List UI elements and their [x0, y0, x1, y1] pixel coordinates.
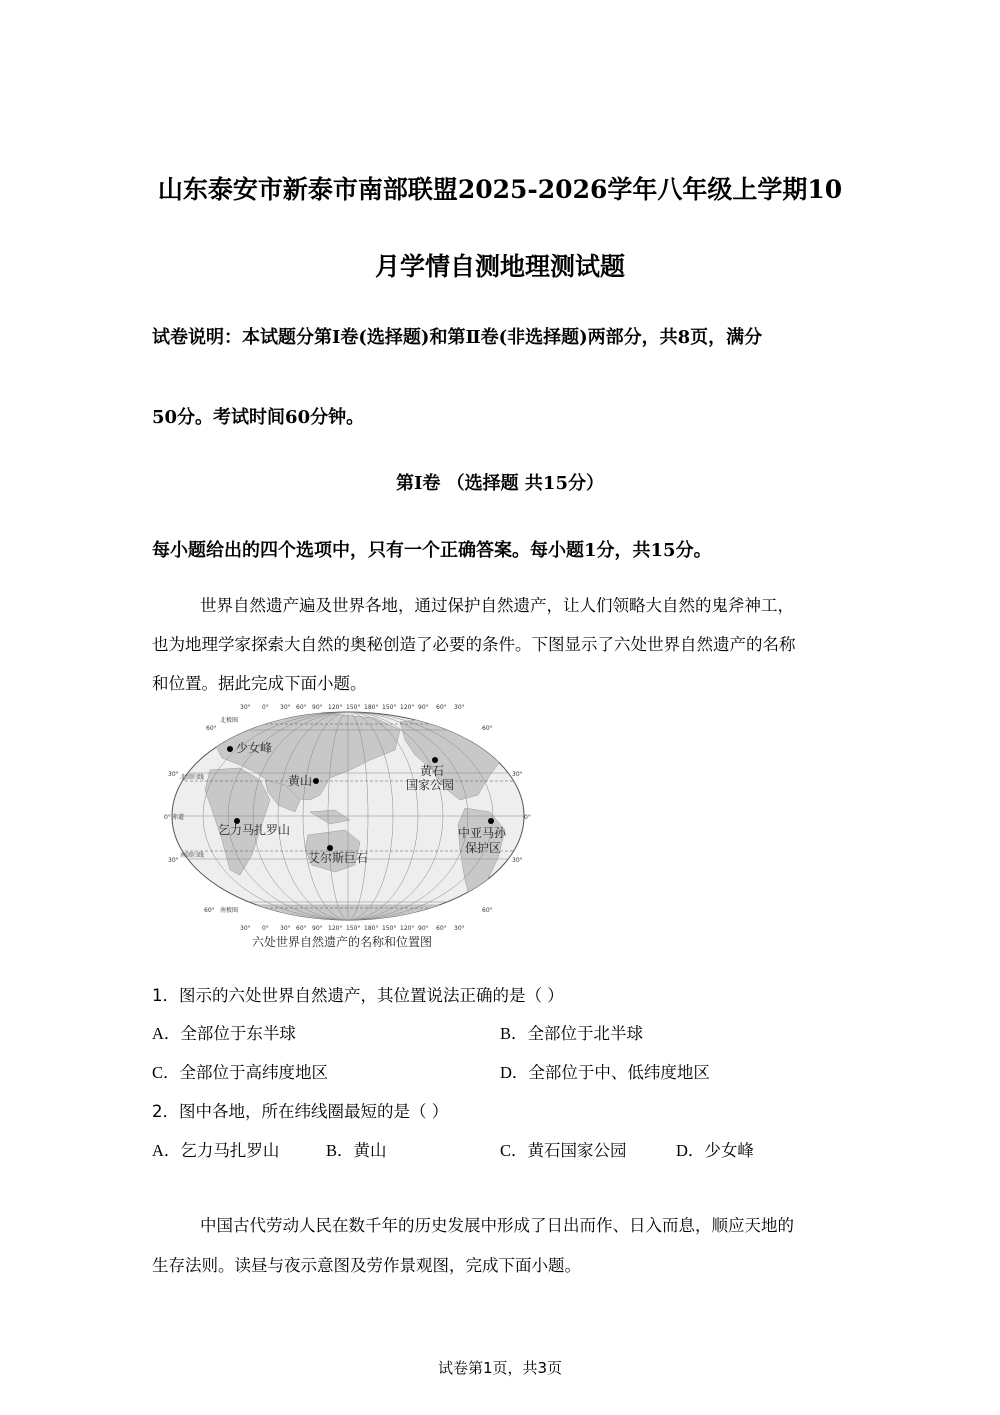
- passage2-line1: 中国古代劳动人民在数千年的历史发展中形成了日出而作、日入而息，顺应天地的: [200, 1216, 794, 1235]
- svg-text:60°: 60°: [296, 925, 307, 932]
- q2-option-d[interactable]: [676, 1137, 754, 1161]
- site-dot-huangshan: [313, 778, 319, 784]
- q1-option-c-key: C．: [152, 1063, 180, 1082]
- exam-title-line1: 山东泰安市新泰市南部联盟2025-2026学年八年级上学期10: [157, 175, 843, 204]
- instructions-line1: 试卷说明：本试题分第Ⅰ卷(选择题)和第Ⅱ卷(非选择题)两部分，共8页，满分: [152, 327, 763, 348]
- svg-text:60°: 60°: [436, 925, 447, 932]
- svg-text:120°: 120°: [400, 704, 415, 711]
- svg-text:60°: 60°: [482, 907, 493, 914]
- equator-label: 赤道: [172, 814, 185, 821]
- svg-text:90°: 90°: [312, 925, 323, 932]
- q1-option-b-key: B．: [500, 1024, 528, 1043]
- instructions-line2: 50分。考试时间60分钟。: [152, 407, 365, 428]
- lon-ticks-top: [240, 704, 465, 711]
- svg-text:150°: 150°: [382, 925, 397, 932]
- svg-text:0°: 0°: [262, 925, 269, 932]
- q2-option-a-key: A．: [152, 1141, 181, 1160]
- svg-text:90°: 90°: [312, 704, 323, 711]
- q1-option-a[interactable]: [152, 1020, 296, 1044]
- q1-option-c[interactable]: [152, 1059, 328, 1083]
- svg-text:60°: 60°: [204, 907, 215, 914]
- svg-text:0°: 0°: [164, 814, 171, 821]
- svg-text:180°: 180°: [364, 704, 379, 711]
- q2-option-c-text: 黄石国家公园: [527, 1141, 627, 1160]
- passage1-line3: 和位置。据此完成下面小题。: [152, 674, 367, 693]
- q2-option-b-text: 黄山: [353, 1141, 387, 1160]
- svg-text:120°: 120°: [328, 925, 343, 932]
- svg-text:30°: 30°: [512, 857, 523, 864]
- site-dot-yellowstone: [432, 757, 438, 763]
- q1-option-b-text: 全部位于北半球: [527, 1024, 644, 1043]
- q1-option-a-text: 全部位于东半球: [180, 1024, 296, 1043]
- q2-option-c-key: C．: [500, 1141, 528, 1160]
- q2-option-c[interactable]: [500, 1137, 627, 1161]
- svg-text:90°: 90°: [418, 704, 429, 711]
- site-label-jungfrau: 少女峰: [236, 741, 273, 755]
- svg-text:30°: 30°: [168, 771, 179, 778]
- svg-text:150°: 150°: [382, 704, 397, 711]
- svg-text:30°: 30°: [512, 771, 523, 778]
- site-label-amazon-1: 中亚马孙: [458, 826, 507, 840]
- section-heading: 第Ⅰ卷 （选择题 共15分）: [395, 473, 604, 494]
- svg-text:60°: 60°: [482, 725, 493, 732]
- q2-option-d-key: D．: [676, 1141, 705, 1160]
- svg-text:150°: 150°: [346, 925, 361, 932]
- svg-text:30°: 30°: [280, 704, 291, 711]
- svg-text:90°: 90°: [418, 925, 429, 932]
- section-rule: 每小题给出的四个选项中，只有一个正确答案。每小题1分，共15分。: [152, 540, 712, 561]
- exam-title-line2: 月学情自测地理测试题: [374, 252, 625, 281]
- passage2-line2: 生存法则。读昼与夜示意图及劳作景观图，完成下面小题。: [152, 1256, 581, 1275]
- page-footer: 试卷第1页，共3页: [437, 1359, 563, 1377]
- site-dot-amazon: [488, 818, 494, 824]
- q2-option-a[interactable]: [152, 1137, 279, 1161]
- svg-text:30°: 30°: [240, 925, 251, 932]
- question-2-stem: 2．图中各地，所在纬线圈最短的是（ ）: [152, 1102, 449, 1121]
- svg-text:120°: 120°: [328, 704, 343, 711]
- svg-text:30°: 30°: [280, 925, 291, 932]
- q2-option-d-text: 少女峰: [704, 1141, 754, 1160]
- q2-option-b-key: B．: [326, 1141, 354, 1160]
- svg-text:60°: 60°: [436, 704, 447, 711]
- passage1-line2: 也为地理学家探索大自然的奥秘创造了必要的条件。下图显示了六处世界自然遗产的名称: [152, 635, 796, 654]
- arctic-label: 北极圈: [220, 717, 239, 724]
- svg-text:0°: 0°: [262, 704, 269, 711]
- q1-option-d[interactable]: [500, 1059, 710, 1083]
- q2-option-a-text: 乞力马扎罗山: [180, 1141, 280, 1160]
- svg-text:30°: 30°: [168, 857, 179, 864]
- svg-text:150°: 150°: [346, 704, 361, 711]
- world-heritage-map: [160, 700, 540, 955]
- q1-option-c-text: 全部位于高纬度地区: [179, 1063, 329, 1082]
- antarctic-label: 南极圈: [220, 907, 239, 914]
- lon-ticks-bottom: [240, 925, 465, 932]
- svg-text:30°: 30°: [454, 925, 465, 932]
- svg-text:180°: 180°: [364, 925, 379, 932]
- svg-text:120°: 120°: [400, 925, 415, 932]
- cancer-label: 北回归线: [180, 774, 205, 781]
- question-1-stem: 1．图示的六处世界自然遗产，其位置说法正确的是（ ）: [152, 986, 564, 1005]
- site-label-amazon-2: 保护区: [465, 841, 502, 855]
- site-dot-jungfrau: [227, 746, 233, 752]
- q1-option-a-key: A．: [152, 1024, 181, 1043]
- map-caption: 六处世界自然遗产的名称和位置图: [252, 935, 433, 949]
- site-label-kilimanjaro: 乞力马扎罗山: [218, 823, 291, 837]
- q2-option-b[interactable]: [326, 1137, 387, 1161]
- svg-text:30°: 30°: [240, 704, 251, 711]
- q1-option-d-text: 全部位于中、低纬度地区: [528, 1063, 710, 1082]
- site-label-huangshan: 黄山: [288, 774, 313, 788]
- passage1-line1: 世界自然遗产遍及世界各地，通过保护自然遗产，让人们领略大自然的鬼斧神工，: [200, 596, 794, 615]
- q1-option-d-key: D．: [500, 1063, 529, 1082]
- svg-text:60°: 60°: [296, 704, 307, 711]
- svg-text:0°: 0°: [524, 814, 531, 821]
- site-label-yellowstone-1: 黄石: [420, 764, 445, 778]
- site-label-yellowstone-2: 国家公园: [406, 778, 455, 792]
- svg-text:30°: 30°: [454, 704, 465, 711]
- svg-text:60°: 60°: [206, 725, 217, 732]
- site-label-uluru: 艾尔斯巨石: [308, 851, 369, 865]
- q1-option-b[interactable]: [500, 1020, 643, 1044]
- capricorn-label: 南回归线: [180, 852, 205, 859]
